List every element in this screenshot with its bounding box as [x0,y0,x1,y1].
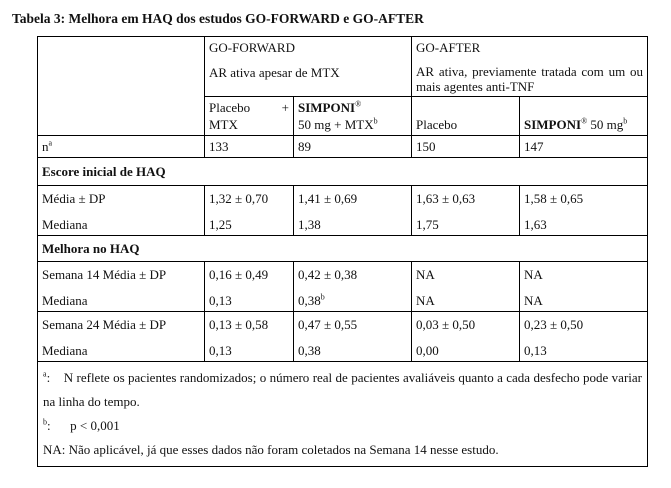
median-value: 0,13 [209,343,232,358]
mean-value: 1,32 ± 0,70 [209,191,269,206]
baseline-cell [294,186,412,236]
col-placebo-mtx-plus: + [281,100,289,115]
week24-mean-label: Semana 24 Média ± DP [42,317,167,332]
median-label: Mediana [42,217,88,232]
median-value: NA [524,293,543,308]
footnote-a-mark: a [43,369,47,379]
study1-header [205,37,412,97]
footnote-b-mark: b [43,417,47,427]
n-row [38,136,648,158]
n-value: 133 [205,136,294,158]
baseline-cell [520,186,648,236]
haq-table [37,36,648,467]
row-label-cell [38,262,205,312]
mean-value: 1,58 ± 0,65 [524,191,584,206]
week24-cell [205,312,294,362]
col-placebo-mtx [205,97,294,136]
footnote-mark-b: b [320,292,325,302]
col-simponi-brand: SIMPONI [524,117,582,132]
section-title-baseline: Escore inicial de HAQ [38,158,648,186]
week24-cell [520,312,648,362]
median-value: 0,00 [416,343,439,358]
footnote-mark-a: a [48,138,53,148]
mean-value: 0,23 ± 0,50 [524,317,584,332]
baseline-cell [412,186,520,236]
footnote-na: NA: Não aplicável, já que esses dados não foram coletados na Semana 14 nesse estudo. [43,442,499,457]
col-placebo-mtx-line2: MTX [209,117,238,132]
mean-label: Média ± DP [42,191,106,206]
week24-row [38,312,648,362]
median-value: 1,38 [298,217,321,232]
col-simponi-dose: 50 mg [587,117,624,132]
study1-description: AR ativa apesar de MTX [209,65,340,80]
n-value: 150 [412,136,520,158]
footnotes-cell [38,362,648,467]
week24-cell [412,312,520,362]
median-value: NA [416,293,435,308]
mean-value: NA [416,267,435,282]
median-value: 1,75 [416,217,439,232]
row-label-cell [38,312,205,362]
col-simponi-mtx [294,97,412,136]
median-label: Mediana [42,293,88,308]
week14-row [38,262,648,312]
col-simponi-mtx-brand: SIMPONI [298,100,356,115]
baseline-row [38,186,648,236]
median-value: 0,13 [209,293,232,308]
week14-cell [294,262,412,312]
n-label: n [42,139,49,154]
week24-cell [294,312,412,362]
median-label: Mediana [42,343,88,358]
n-value: 89 [294,136,412,158]
median-value: 0,38 [298,343,321,358]
col-placebo-label: Placebo [416,117,458,132]
corner-cell [38,37,205,136]
col-placebo-mtx-line1: Placebo [209,100,251,115]
n-label-cell [38,136,205,158]
row-label-cell [38,186,205,236]
mean-value: 1,41 ± 0,69 [298,191,358,206]
mean-value: 1,63 ± 0,63 [416,191,476,206]
header-row-studies [38,37,648,97]
footnotes-row [38,362,648,467]
median-value: 1,63 [524,217,547,232]
registered-mark: ® [355,99,362,109]
median-value: 0,38 [298,293,321,308]
week14-cell [520,262,648,312]
mean-value: 0,13 ± 0,58 [209,317,269,332]
footnote-b-text: p < 0,001 [70,418,120,433]
section-title-improvement: Melhora no HAQ [38,236,648,262]
footnote-mark-b: b [373,116,378,126]
registered-mark: ® [581,116,588,126]
median-value: 1,25 [209,217,232,232]
section-row [38,158,648,186]
mean-value: NA [524,267,543,282]
section-row [38,236,648,262]
footnote-a-text: N reflete os pacientes randomizados; o número real de pacientes avaliáveis quanto a cada desfecho pode variar na linha do tempo. [43,370,642,409]
n-value: 147 [520,136,648,158]
week14-mean-label: Semana 14 Média ± DP [42,267,167,282]
footnote-a: $^a$: N reflete os pacientes randomizados; o número real de pacientes avaliáveis quanto a cada desfecho pode variar na linha do tempo. [43,369,642,409]
baseline-cell [205,186,294,236]
study2-header [412,37,648,97]
week14-cell [205,262,294,312]
col-placebo [412,97,520,136]
footnote-b: $^b$: p < 0,001 [43,417,120,433]
footnote-mark-b: b [623,116,628,126]
mean-value: 0,47 ± 0,55 [298,317,358,332]
mean-value: 0,16 ± 0,49 [209,267,269,282]
study2-name: GO-AFTER [416,40,481,55]
col-simponi-mtx-dose: 50 mg + MTX [298,117,374,132]
study2-description: AR ativa, previamente tratada com um ou mais agentes anti-TNF [416,64,643,94]
median-value: 0,13 [524,343,547,358]
mean-value: 0,03 ± 0,50 [416,317,476,332]
study1-name: GO-FORWARD [209,40,295,55]
mean-value: 0,42 ± 0,38 [298,267,358,282]
col-simponi [520,97,648,136]
week14-cell [412,262,520,312]
table-title: Tabela 3: Melhora em HAQ dos estudos GO-FORWARD e GO-AFTER [12,11,424,26]
